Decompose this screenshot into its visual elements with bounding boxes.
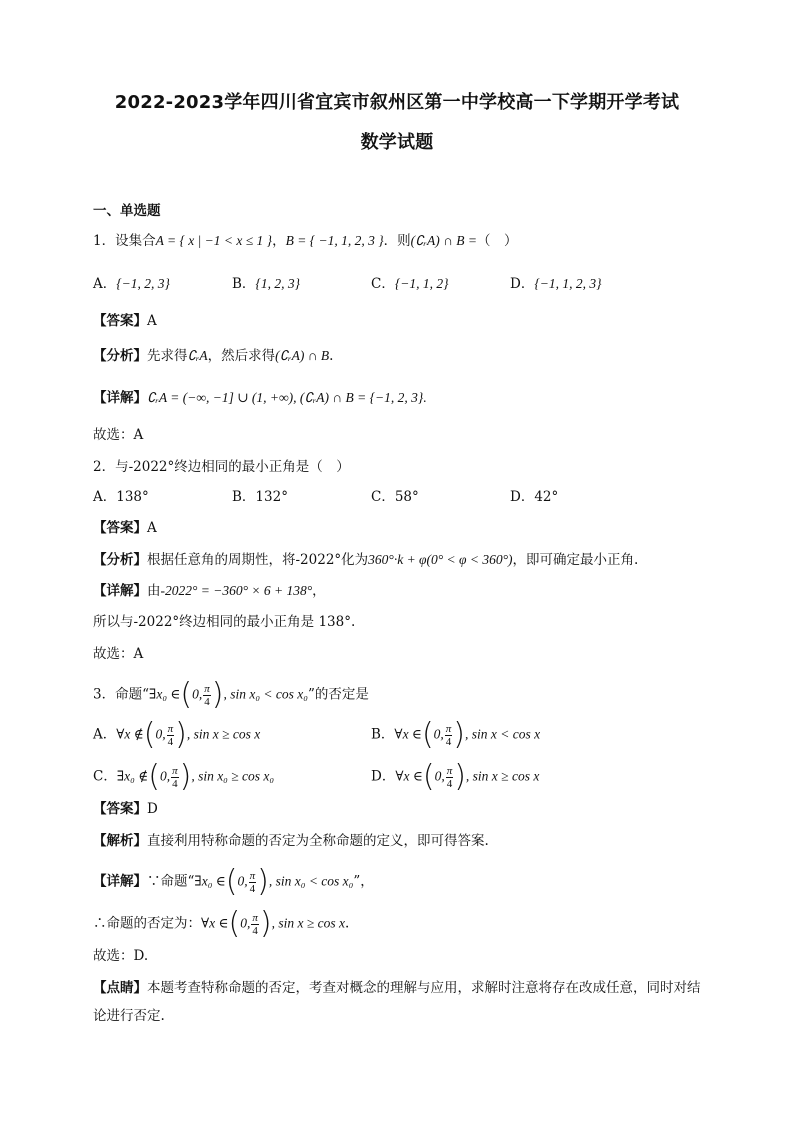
q1-answer-tag: 【答案】 (93, 313, 147, 329)
q1-option-d (510, 275, 602, 293)
q3-option-c-post: , sin x₀ ≥ cos x₀ (191, 768, 275, 784)
q3-option-a-den: 4 (167, 735, 174, 748)
q3-detail-text-a: ∵命题“ (147, 873, 195, 890)
q2-answer (93, 519, 157, 537)
q2-detail-text-a: 由 (147, 583, 161, 599)
q2-option-c (371, 488, 419, 506)
q3-option-c-pre: ∃x₀ ∉ (116, 768, 149, 784)
q2-option-d (510, 488, 558, 506)
q3-option-b-post: , sin x < cos x (465, 726, 541, 742)
q1-option-b (232, 275, 300, 293)
q2-analysis-text-b: ，即可确定最小正角. (512, 552, 639, 568)
q1-option-c-letter: C． (371, 276, 395, 292)
q3-detail-open: ( (225, 864, 238, 899)
q3-detail-text-b: ”， (353, 873, 374, 890)
q3-comment-tag: 【点睛】 (93, 980, 147, 996)
q1-option-d-letter: D． (510, 276, 535, 292)
q3-option-b (371, 717, 541, 752)
q3-negation-end: . (345, 915, 350, 932)
q1-set-b: B = { −1, 1, 2, 3 } (285, 233, 384, 248)
q2-stem (93, 458, 350, 476)
q3-answer-value: D (147, 801, 158, 817)
q3-detail-math-1: ∃x₀ ∈ (194, 873, 226, 889)
q3-detail-zero: 0, (237, 873, 248, 889)
q3-answer-tag: 【答案】 (93, 801, 147, 817)
q3-option-a (93, 717, 261, 752)
q3-fraction-numerator: π (204, 682, 210, 695)
q3-detail-fraction (249, 870, 257, 895)
q2-conclusion: 故选：A (93, 646, 144, 662)
q1-option-b-text: {1, 2, 3} (255, 276, 300, 291)
q3-detail-tag: 【详解】 (93, 873, 147, 890)
q2-detail-text-b: ， (312, 583, 326, 599)
q3-option-b-num: π (445, 722, 452, 735)
q3-option-c (93, 759, 275, 794)
q3-option-b-letter: B． (371, 726, 395, 743)
q3-option-c-fraction (171, 765, 179, 790)
q3-negation-den: 4 (252, 924, 258, 937)
q1-analysis-text-b: ，然后求得 (207, 348, 276, 364)
q3-option-a-pre: ∀x ∉ (116, 726, 144, 742)
q3-option-b-den: 4 (445, 735, 452, 748)
q3-negation-close: ) (259, 906, 272, 941)
q2-analysis-math: 360°·k + φ(0° < φ < 360°) (368, 552, 513, 567)
q3-option-c-zero: 0, (159, 768, 171, 784)
q3-option-d-letter: D． (371, 768, 396, 785)
q1-number: 1． (93, 233, 116, 249)
q1-detail-math: ∁ᵣA = (−∞, −1] ∪ (1, +∞), (∁ᵣA) ∩ B = {−1, 2, 3}. (147, 390, 427, 405)
q2-detail-math: -2022° = −360° × 6 + 138° (160, 583, 313, 598)
q2-option-d-letter: D． (510, 489, 535, 505)
q3-answer (93, 800, 158, 818)
q1-option-c (371, 275, 449, 293)
q3-negation-math-1: ∀x ∈ (201, 915, 229, 931)
q2-option-c-text: 58° (394, 489, 419, 505)
q3-stem-math-2: , sin x₀ < cos x₀ (223, 686, 308, 702)
q3-option-c-close: ) (179, 759, 192, 794)
q2-answer-value: A (147, 520, 157, 536)
q1-option-c-text: {−1, 1, 2} (394, 276, 449, 291)
q3-analysis-text: 直接利用特称命题的否定为全称命题的定义，即可得答案. (147, 833, 489, 849)
q2-stem-text: 与-2022°终边相同的最小正角是（ ） (115, 459, 350, 475)
q2-option-c-letter: C． (371, 489, 395, 505)
q2-detail-line2: 所以与-2022°终边相同的最小正角是 138°. (93, 614, 356, 630)
q3-interval-close: ) (211, 677, 224, 712)
q1-stem (93, 232, 517, 250)
q2-option-b (232, 488, 288, 506)
q3-option-d-den: 4 (446, 777, 453, 790)
q1-set-a: A = { x | −1 < x ≤ 1 } (155, 233, 273, 248)
q2-detail-tag: 【详解】 (93, 583, 147, 599)
q1-analysis-text-a: 先求得 (147, 348, 188, 364)
q3-detail (93, 864, 374, 899)
q3-detail-den: 4 (249, 882, 256, 895)
q1-detail (93, 389, 427, 407)
q3-option-a-fraction (167, 723, 175, 748)
q3-option-b-close: ) (453, 717, 466, 752)
q1-analysis (93, 347, 333, 365)
q3-option-d-close: ) (454, 759, 466, 794)
q3-interval-open: ( (180, 677, 193, 712)
q3-interval-fraction (203, 683, 211, 708)
q1-analysis-tag: 【分析】 (93, 348, 147, 364)
q3-detail-num: π (249, 869, 256, 882)
q3-conclusion: 故选：D. (93, 948, 149, 964)
q1-option-a-letter: A． (93, 276, 117, 292)
q3-option-b-zero: 0, (433, 726, 444, 742)
section-heading: 一、单选题 (93, 203, 161, 219)
q1-conclusion: 故选：A (93, 427, 144, 443)
q2-answer-tag: 【答案】 (93, 520, 147, 536)
q1-option-d-text: {−1, 1, 2, 3} (534, 276, 602, 291)
q3-number: 3． (93, 686, 116, 703)
q3-analysis-tag: 【解析】 (93, 833, 147, 849)
q1-blank: （ ） (476, 233, 518, 249)
q3-option-a-num: π (167, 722, 174, 735)
q1-analysis-end: . (329, 348, 334, 364)
q3-option-d-fraction (446, 765, 454, 790)
q1-stem-text-a: 设集合 (115, 233, 156, 249)
q3-negation (93, 906, 350, 941)
q3-interval-zero: 0, (192, 686, 203, 702)
q2-analysis-tag: 【分析】 (93, 552, 147, 568)
q3-fraction-denominator: 4 (204, 695, 210, 708)
document-title-line1: 2022-2023学年四川省宜宾市叙州区第一中学校高一下学期开学考试 (114, 92, 680, 113)
q1-answer (93, 312, 157, 330)
q3-option-a-post: , sin x ≥ cos x (186, 726, 261, 742)
q3-option-d-num: π (446, 764, 453, 777)
q3-negation-open: ( (228, 906, 241, 941)
q1-detail-tag: 【详解】 (93, 390, 147, 406)
q1-answer-value: A (147, 313, 157, 329)
q3-stem-text-b: ”的否定是 (307, 686, 369, 703)
q3-option-a-open: ( (143, 717, 156, 752)
q3-option-a-close: ) (175, 717, 187, 752)
q1-stem-text-b: ．则 (383, 233, 411, 249)
q3-option-b-fraction (445, 723, 453, 748)
q3-comment-text: 本题考查特称命题的否定，考查对概念的理解与应用，求解时注意将存在改成任意，同时对结论进行否定. (93, 980, 701, 1024)
q3-comment (93, 974, 705, 1030)
q2-option-b-letter: B． (232, 489, 256, 505)
q2-analysis (93, 551, 638, 569)
q3-detail-close: ) (257, 864, 269, 899)
q3-option-b-open: ( (421, 717, 434, 752)
q2-option-a (93, 488, 149, 506)
q1-analysis-math-2: (∁ᵣA) ∩ B (275, 348, 330, 363)
q2-option-a-text: 138° (116, 489, 149, 505)
q3-stem (93, 677, 369, 712)
q3-analysis (93, 832, 489, 850)
q3-option-c-num: π (172, 764, 178, 777)
q3-option-d (371, 759, 540, 794)
q3-detail-math-2: , sin x₀ < cos x₀ (268, 873, 354, 889)
q2-number: 2． (93, 459, 116, 475)
q3-option-a-letter: A． (93, 726, 117, 743)
q3-stem-text-a: 命题“ (115, 686, 149, 703)
q3-option-c-letter: C． (93, 768, 117, 785)
q3-option-d-zero: 0, (434, 768, 445, 784)
q3-option-c-open: ( (148, 759, 160, 794)
q3-negation-math-2: , sin x ≥ cos x (271, 915, 345, 931)
q3-negation-text: ∴命题的否定为： (93, 915, 201, 932)
q1-option-b-letter: B． (232, 276, 256, 292)
q2-detail (93, 582, 326, 600)
q1-analysis-math-1: ∁ᵣA (187, 348, 208, 363)
q1-option-a (93, 275, 170, 293)
document-title-line2: 数学试题 (360, 132, 434, 153)
q1-option-a-text: {−1, 2, 3} (116, 276, 170, 291)
q3-option-a-zero: 0, (155, 726, 166, 742)
q3-negation-zero: 0, (240, 915, 251, 931)
q1-separator: ， (272, 233, 286, 249)
q2-option-d-text: 42° (534, 489, 559, 505)
q2-analysis-text-a: 根据任意角的周期性，将-2022°化为 (147, 552, 369, 568)
q3-negation-num: π (252, 911, 258, 924)
q3-stem-math-1: ∃x₀ ∈ (149, 686, 181, 702)
q3-option-d-pre: ∀x ∈ (395, 768, 423, 784)
q3-option-d-post: , sin x ≥ cos x (465, 768, 540, 784)
q2-option-a-letter: A． (93, 489, 117, 505)
q1-expression: (∁ᵣA) ∩ B = (410, 233, 477, 248)
q3-option-b-pre: ∀x ∈ (394, 726, 422, 742)
q2-option-b-text: 132° (255, 489, 288, 505)
q3-option-d-open: ( (422, 759, 435, 794)
q3-option-c-den: 4 (172, 777, 178, 790)
q3-negation-fraction (251, 912, 259, 937)
